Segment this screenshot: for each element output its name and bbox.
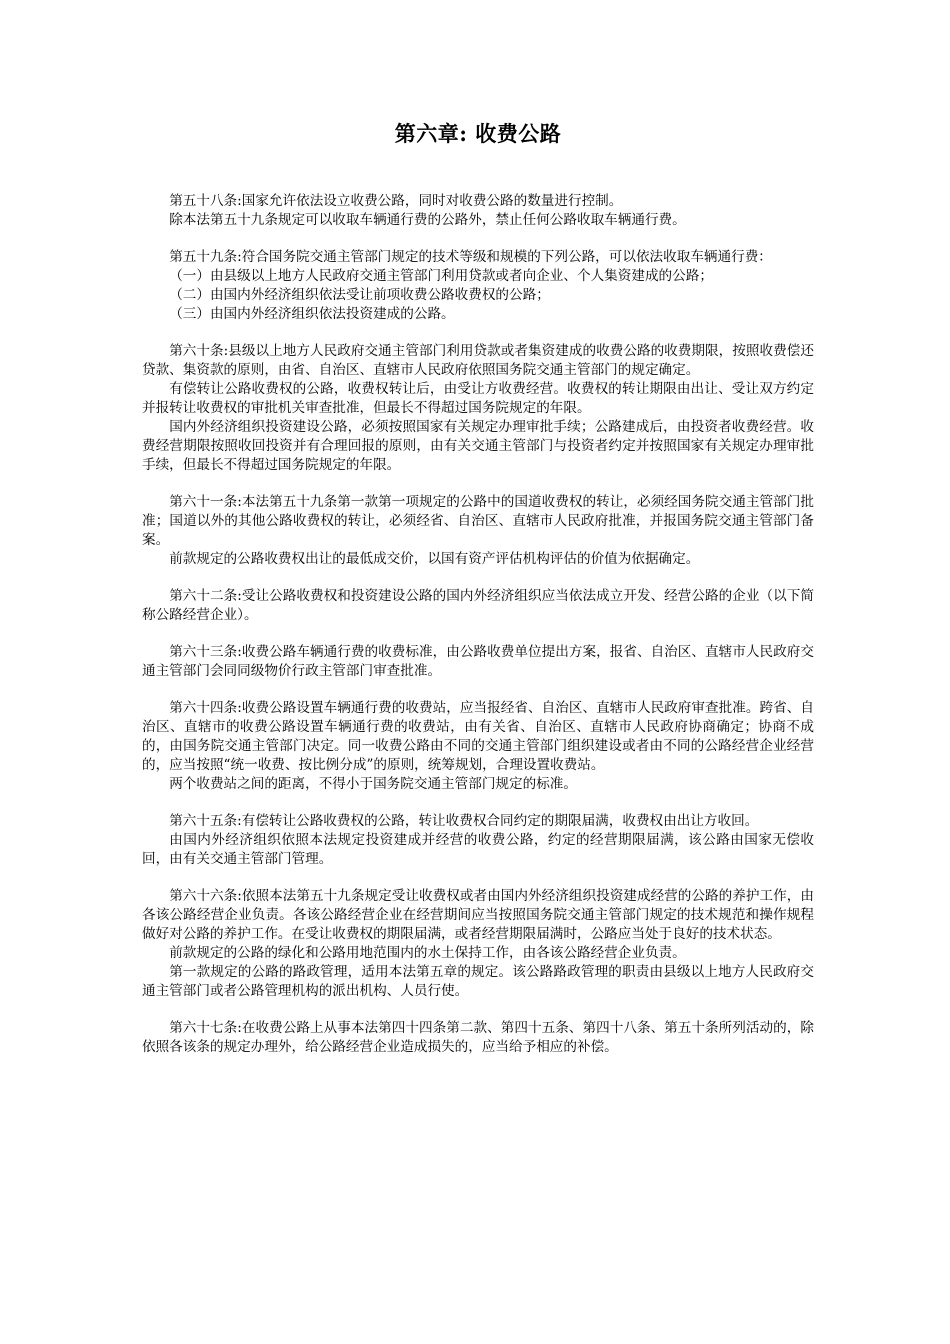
article-paragraph: 第六十三条:收费公路车辆通行费的收费标准，由公路收费单位提出方案，报省、自治区、直辖市人民政府交通主管部门会同同级物价行政主管部门审查批准。 <box>142 644 814 679</box>
article-paragraph: 第五十八条:国家允许依法设立收费公路，同时对收费公路的数量进行控制。 <box>169 193 623 209</box>
document-page <box>142 118 814 1075</box>
article-paragraph: 第六十一条:本法第五十九条第一款第一项规定的公路中的国道收费权的转让，必须经国务院交通主管部门批准；国道以外的其他公路收费权的转让，必须经省、自治区、直辖市人民政府批准，并报国务院交通主管部门备案。 <box>142 494 814 548</box>
article-paragraph: （二）由国内外经济组织依法受让前项收费公路收费权的公路； <box>169 287 550 303</box>
article-block <box>142 1019 814 1057</box>
article-paragraph: 第六十二条:受让公路收费权和投资建设公路的国内外经济组织应当依法成立开发、经营公路的企业（以下简称公路经营企业）。 <box>142 588 814 623</box>
article-block <box>142 587 814 625</box>
article-block <box>142 493 814 569</box>
article-paragraph: 第六十条:县级以上地方人民政府交通主管部门利用贷款或者集资建成的收费公路的收费期限，按照收费偿还贷款、集资款的原则，由省、自治区、直辖市人民政府依照国务院交通主管部门的规定确定。 <box>142 343 814 378</box>
article-paragraph: 两个收费站之间的距离，不得小于国务院交通主管部门规定的标准。 <box>169 776 577 792</box>
article-paragraph: 有偿转让公路收费权的公路，收费权转让后，由受让方收费经营。收费权的转让期限由出让、受让双方约定并报转让收费权的审批机关审查批准，但最长不得超过国务院规定的年限。 <box>142 381 814 416</box>
article-block <box>142 248 814 324</box>
article-paragraph: 第六十七条:在收费公路上从事本法第四十四条第二款、第四十五条、第四十八条、第五十条所列活动的，除依照各该条的规定办理外，给公路经营企业造成损失的，应当给予相应的补偿。 <box>142 1020 814 1055</box>
article-block <box>142 887 814 1001</box>
chapter-title: 第六章: 收费公路 <box>394 121 562 146</box>
articles-container <box>142 192 814 1057</box>
article-paragraph: 第六十六条:依照本法第五十九条规定受让收费权或者由国内外经济组织投资建成经营的公路的养护工作，由各该公路经营企业负责。各该公路经营企业在经营期间应当按照国务院交通主管部门规定的技术规范和操作规程做好对公路的养护工作。在受让收费权的期限届满，或者经营期限届满时，公路应当处于良好的技术状态。 <box>142 888 814 942</box>
article-block <box>142 342 814 475</box>
article-paragraph: （一）由县级以上地方人民政府交通主管部门利用贷款或者向企业、个人集资建成的公路； <box>169 268 713 284</box>
article-block <box>142 699 814 794</box>
article-paragraph: 国内外经济组织投资建设公路，必须按照国家有关规定办理审批手续；公路建成后，由投资者收费经营。收费经营期限按照收回投资并有合理回报的原则，由有关交通主管部门与投资者约定并按照国家有关规定办理审批手续，但最长不得超过国务院规定的年限。 <box>142 419 814 473</box>
article-paragraph: 第一款规定的公路的路政管理，适用本法第五章的规定。该公路路政管理的职责由县级以上地方人民政府交通主管部门或者公路管理机构的派出机构、人员行使。 <box>142 964 814 999</box>
article-block <box>142 643 814 681</box>
article-paragraph: 除本法第五十九条规定可以收取车辆通行费的公路外，禁止任何公路收取车辆通行费。 <box>169 212 686 228</box>
article-paragraph: 前款规定的公路的绿化和公路用地范围内的水土保持工作，由各该公路经营企业负责。 <box>169 945 686 961</box>
article-paragraph: 第六十四条:收费公路设置车辆通行费的收费站，应当报经省、自治区、直辖市人民政府审查批准。跨省、自治区、直辖市的收费公路设置车辆通行费的收费站，由有关省、自治区、直辖市人民政府协商确定；协商不成的，由国务院交通主管部门决定。同一收费公路由不同的交通主管部门组织建设或者由不同的公路经营企业经营的，应当按照“统一收费、按比例分成”的原则，统筹规划，合理设置收费站。 <box>142 700 814 773</box>
article-block <box>142 192 814 230</box>
article-block <box>142 812 814 869</box>
article-paragraph: 前款规定的公路收费权出让的最低成交价，以国有资产评估机构评估的价值为依据确定。 <box>169 551 700 567</box>
article-paragraph: 第五十九条:符合国务院交通主管部门规定的技术等级和规模的下列公路，可以依法收取车辆通行费： <box>169 249 772 265</box>
article-paragraph: 由国内外经济组织依照本法规定投资建成并经营的收费公路，约定的经营期限届满，该公路由国家无偿收回，由有关交通主管部门管理。 <box>142 832 814 867</box>
article-paragraph: （三）由国内外经济组织依法投资建成的公路。 <box>169 306 455 322</box>
article-paragraph: 第六十五条:有偿转让公路收费权的公路，转让收费权合同约定的期限届满，收费权由出让方收回。 <box>169 813 759 829</box>
